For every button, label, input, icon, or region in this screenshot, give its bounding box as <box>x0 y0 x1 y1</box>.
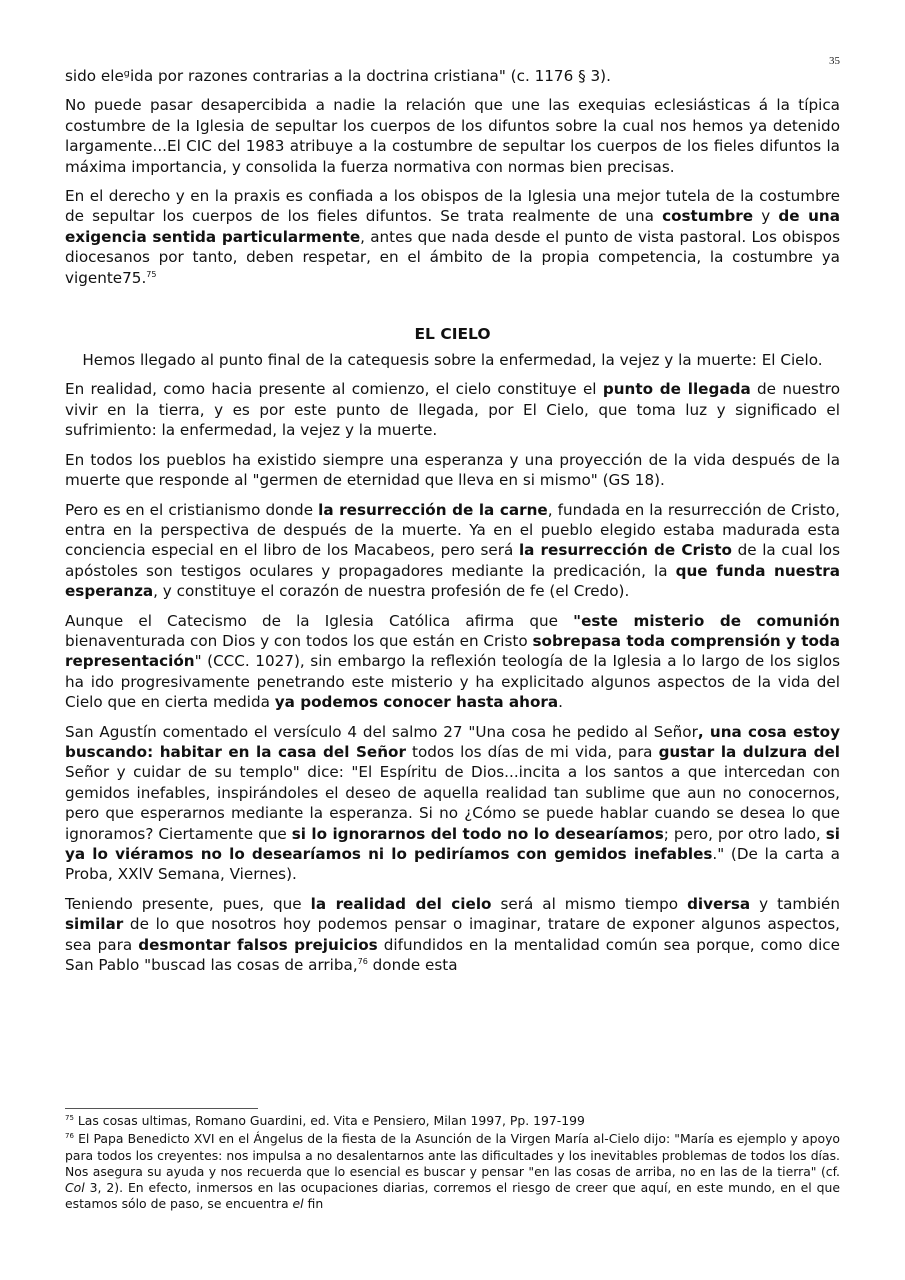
footnote-text: Las cosas ultimas, Romano Guardini, ed. Vita e Pensiero, Milan 1997, Pp. 197-199 <box>73 1113 585 1128</box>
paragraph-2 <box>65 186 840 288</box>
text: En el derecho y en la praxis es confiada a los obispos de la Iglesia una mejor tutela de la costumbre de sepultar los cuerpos de los fieles difuntos. Se trata realmente de una <box>65 187 840 226</box>
text: todos los días de mi vida, para <box>405 742 659 761</box>
paragraph-8 <box>65 722 840 885</box>
text: difundidos en la mentalidad común sea porque, como dice San Pablo "buscad las cosas de arriba, <box>65 935 840 975</box>
text: bienaventurada con Dios y con todos los que están en Cristo <box>65 631 533 650</box>
footnote-ref-75[interactable]: 75 <box>146 269 157 279</box>
footnote-divider <box>65 1108 258 1109</box>
text: donde esta <box>367 956 458 975</box>
bold-text: diversa <box>687 894 751 913</box>
text: será al mismo tiempo <box>491 894 688 913</box>
text: de nuestro vivir en la tierra, y es por este punto de llegada, por El Cielo, que toma luz y significado el sufrimiento: la enfermedad, la vejez y la muerte. <box>65 380 840 440</box>
bold-text: ya podemos conocer hasta ahora <box>274 693 559 712</box>
bold-text: "este misterio de comunión <box>573 611 840 630</box>
italic-text: Col <box>65 1180 85 1196</box>
bold-text: sobrepasa toda comprensión y toda representación <box>65 631 841 671</box>
paragraph-1: No puede pasar desapercibida a nadie la relación que une las exequias eclesiásticas á la típica costumbre de la Iglesia de sepultar los cuerpos de los difuntos sobre la cual nos hemos ya detenido largamente...El CIC del 1983 atribuye a la costumbre de sepultar los cuerpos de los fieles difuntos la máxima importancia, y consolida la fuerza normativa con normas bien precisas. <box>65 96 840 176</box>
text: Pero es en el cristianismo donde <box>65 500 319 519</box>
text: Señor y cuidar de su templo" dice: "El Espíritu de Dios...incita a los santos a que intercedan con gemidos inefables, inspirándoles el deseo de aquella realidad tan sublime que aun no conocernos, pero que esperarnos mediante la esperanza. Si no ¿Cómo se puede hablar cuando se desea lo que ignoramos? Ciertamente que <box>65 763 840 843</box>
bold-text: la resurrección de la carne <box>318 500 548 519</box>
text: . <box>558 693 563 712</box>
paragraph-5: En todos los pueblos ha existido siempre una esperanza y una proyección de la vida después de la muerte que responde al "germen de eternidad que lleva en si mismo" (GS 18). <box>65 450 840 490</box>
bold-text: la resurrección de Cristo <box>518 541 732 560</box>
text: de lo que nosotros hoy podemos pensar o imaginar, tratare de exponer algunos aspectos, sea para <box>65 915 840 954</box>
text: ." (De la carta a Proba, XXlV Semana, Viernes). <box>65 845 840 884</box>
text: ; pero, por otro lado, <box>663 824 826 843</box>
text: y también <box>750 894 840 913</box>
footnote-mark: 75 <box>65 1113 74 1122</box>
paragraph-3: Hemos llegado al punto final de la catequesis sobre la enfermedad, la vejez y la muerte: El Cielo. <box>82 351 823 370</box>
footnote-76 <box>65 1131 840 1212</box>
bold-text: de una exigencia sentida particularmente <box>65 207 840 246</box>
paragraph-4 <box>65 379 840 440</box>
footnote-text: 3, 2). En efecto, inmersos en las ocupaciones diarias, corremos el riesgo de creer que aquí, en este mundo, en el que estamos sólo de paso, se encuentra <box>65 1180 840 1212</box>
footnote-mark: 76 <box>65 1132 74 1141</box>
footnotes <box>65 1113 840 1215</box>
bold-text: si lo ignorarnos del todo no lo desearíamos <box>291 824 664 843</box>
text: , fundada en la resurrección de Cristo, entra en la perspectiva de después de la muerte. Ya en el pueblo elegido estaba madurada esta conciencia especial en el libro de los Macabeos, pero será <box>65 500 841 560</box>
text: , antes que nada desde el punto de vista pastoral. Los obispos diocesanos por tanto, deben respetar, en el ámbito de la propia competencia, la costumbre ya vigente75. <box>65 227 840 287</box>
section-heading: EL CIELO <box>414 325 491 344</box>
text: Teniendo presente, pues, que <box>65 894 311 913</box>
bold-text: desmontar falsos prejuicios <box>138 935 378 954</box>
text: San Agustín comentado el versículo 4 del salmo 27 "Una cosa he pedido al Señor <box>65 722 698 741</box>
bold-text: si ya lo viéramos no lo desearíamos ni lo pediríamos con gemidos inefables <box>65 824 840 863</box>
text: , y constituye el corazón de nuestra profesión de fe (el Credo). <box>153 582 630 601</box>
footnote-text: El Papa Benedicto XVI en el Ángelus de la fiesta de la Asunción de la Virgen María al-Cielo dijo: "María es ejemplo y apoyo para todos los creyentes: nos impulsa a no desalentarnos ante las dificultades y los inevitables problemas de todos los días. Nos asegura su ayuda y nos recuerda que lo esencial es buscar y pensar "en las cosas de arriba, no en las de la tierra" (cf. <box>65 1131 840 1179</box>
bold-text: similar <box>65 915 124 934</box>
footnote-75 <box>65 1113 840 1129</box>
bold-text: , una cosa estoy buscando: habitar en la casa del Señor <box>65 722 840 761</box>
bold-text: costumbre <box>662 207 754 226</box>
bold-text: punto de llegada <box>602 380 751 399</box>
paragraph-0: sido eleᵍida por razones contrarias a la doctrina cristiana" (c. 1176 § 3). <box>65 67 611 85</box>
paragraph-9 <box>65 894 840 976</box>
paragraph-6 <box>65 500 840 602</box>
text: y <box>753 207 779 226</box>
page-number: 35 <box>829 55 840 67</box>
text: " (CCC. 1027), sin embargo la reflexión teología de la Iglesia a lo largo de los siglos ha ido progresivamente penetrando este misterio y ha explicitado algunos aspectos de la vida del Cielo que en cierta medida <box>65 652 840 712</box>
bold-text: gustar la dulzura del <box>658 742 840 761</box>
text: Aunque el Catecismo de la Iglesia Católica afirma que <box>65 611 574 630</box>
paragraph-7 <box>65 611 840 713</box>
footnote-ref-76[interactable]: 76 <box>357 956 368 966</box>
bold-text: que funda nuestra esperanza <box>65 561 841 601</box>
page-body <box>65 52 840 984</box>
italic-text: el <box>292 1196 304 1212</box>
text: de la cual los apóstoles son testigos oculares y propagadores mediante la predicación, la <box>65 541 840 580</box>
text: En realidad, como hacia presente al comienzo, el cielo constituye el <box>65 380 603 399</box>
footnote-text: fin <box>303 1196 324 1212</box>
bold-text: la realidad del cielo <box>310 894 492 913</box>
